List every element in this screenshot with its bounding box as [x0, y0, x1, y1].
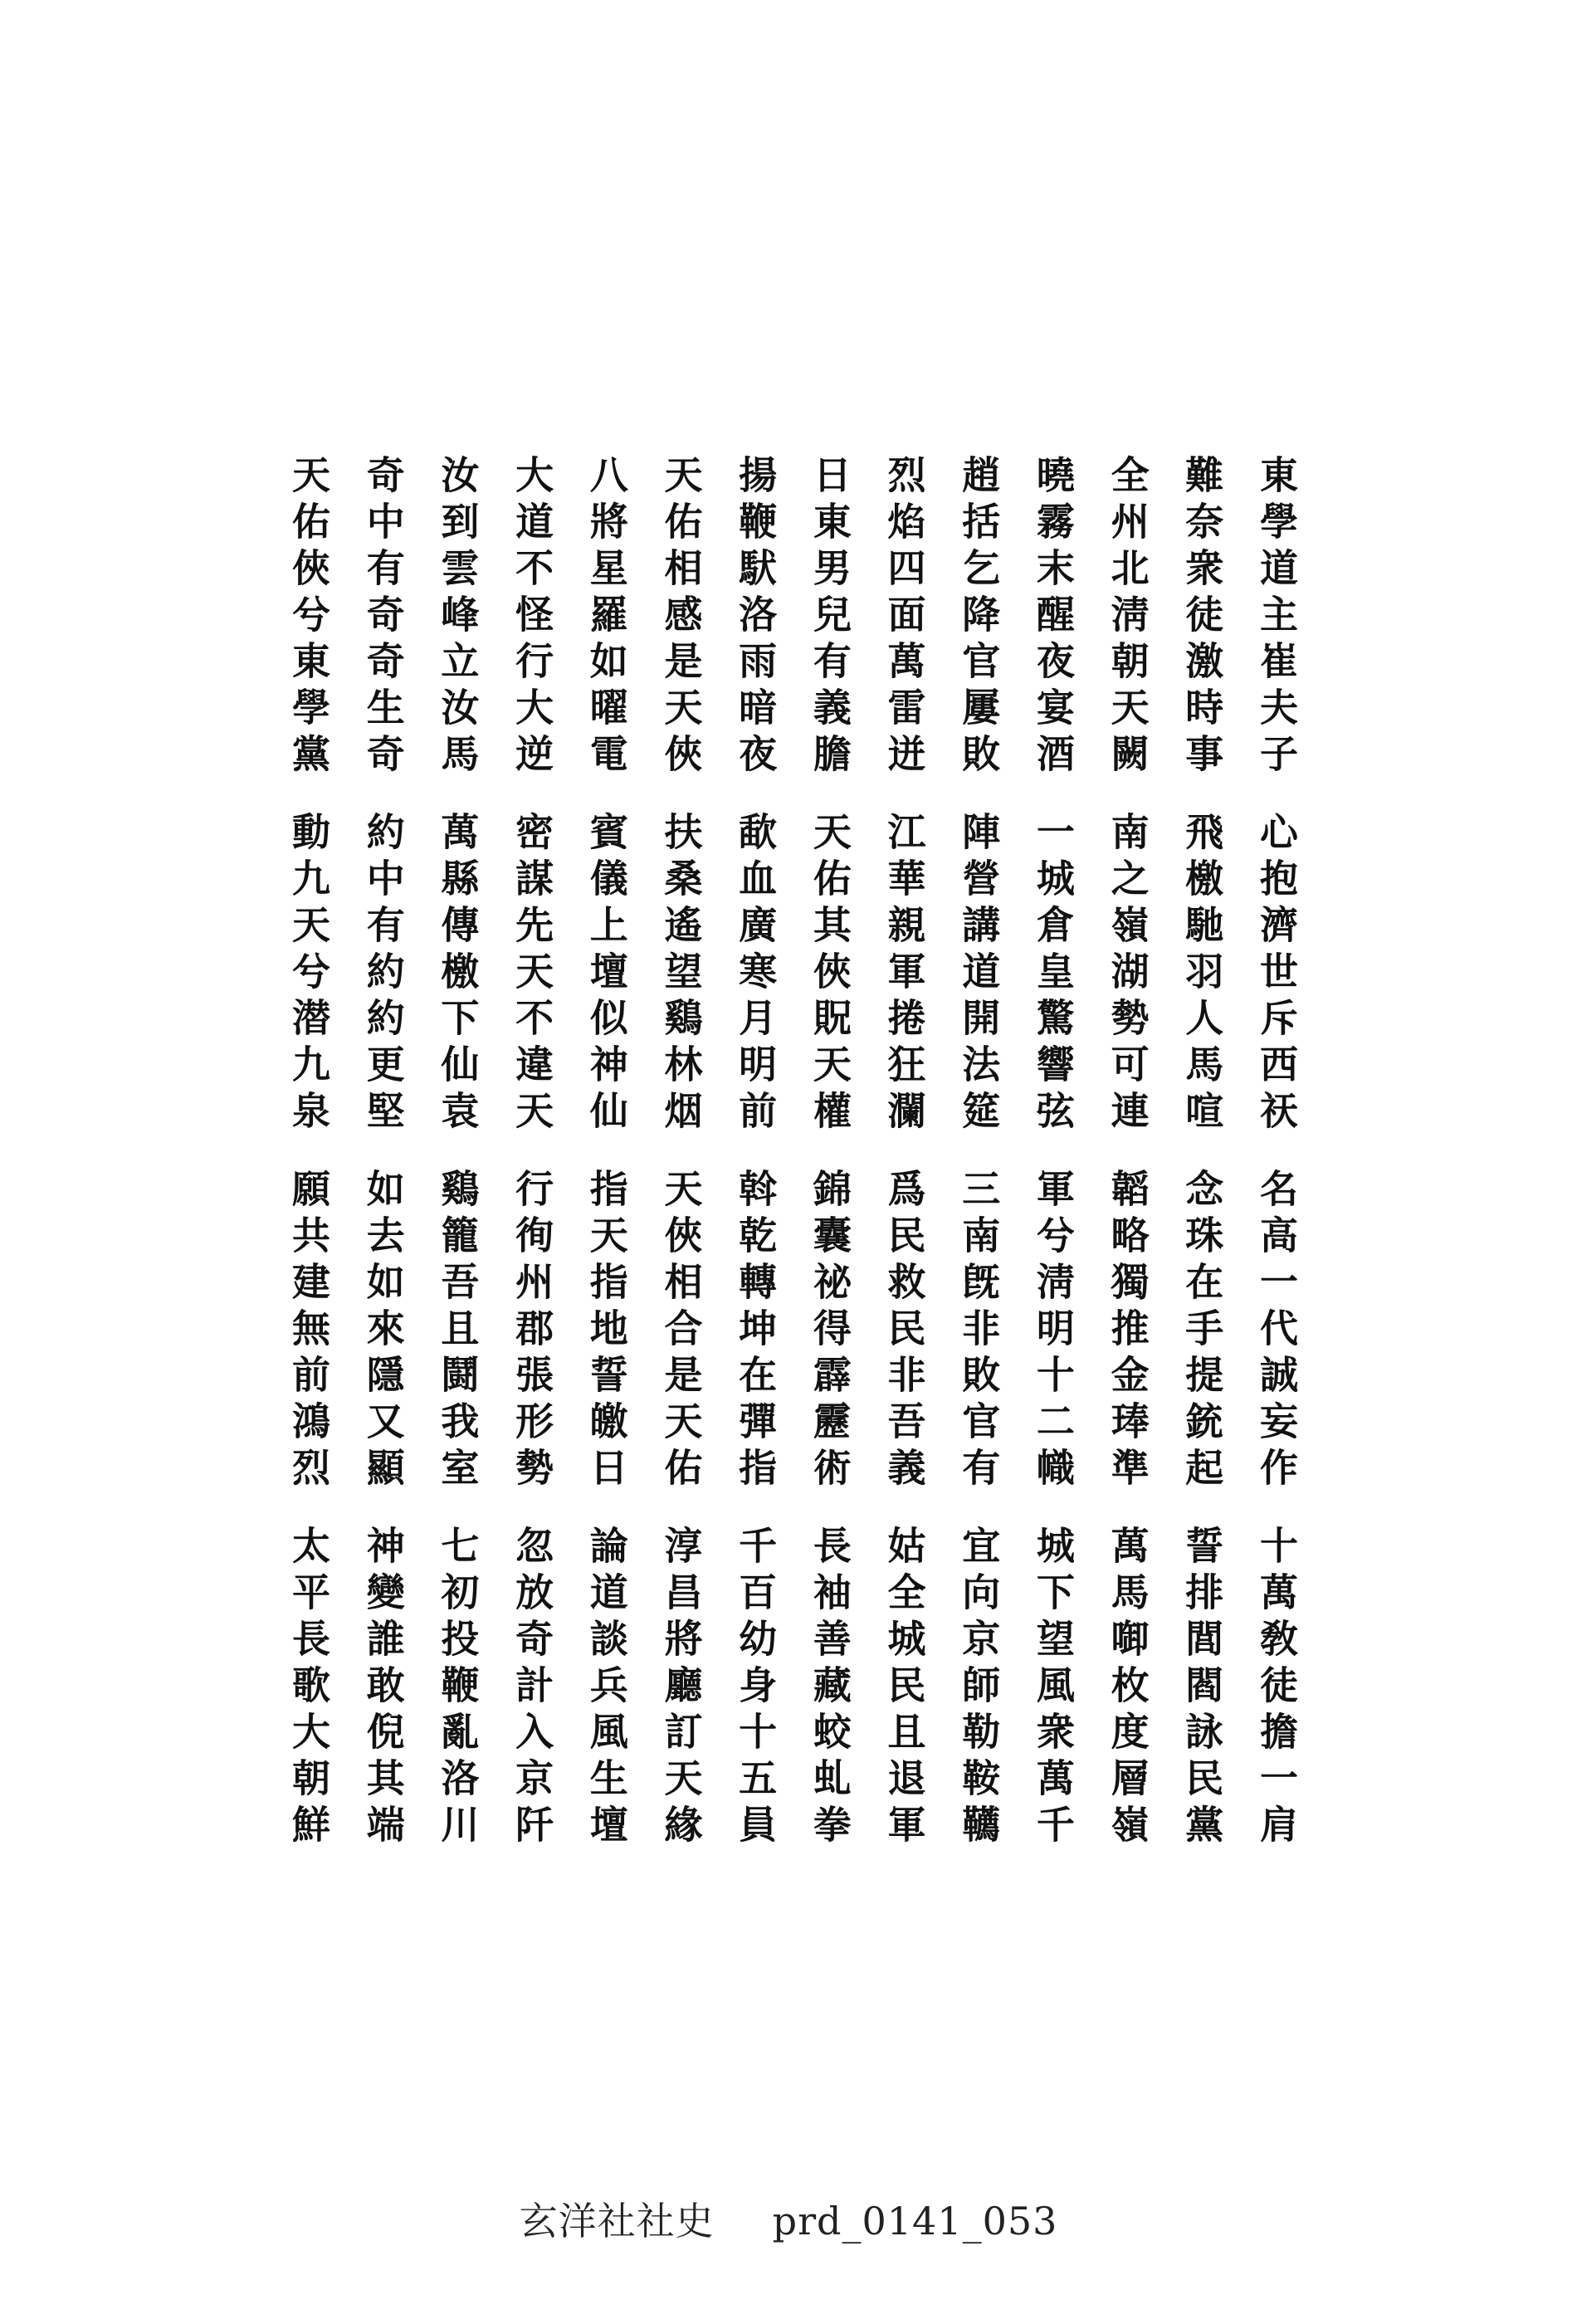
phrase-slot — [1250, 1169, 1303, 1526]
poem-column — [1101, 455, 1155, 1882]
phrase-slot — [1027, 812, 1080, 1169]
phrase-slot — [431, 1526, 484, 1882]
poem-phrase: 全州北淸朝天闕 — [1105, 455, 1150, 780]
poem-phrase: 八將星羅如曜電 — [583, 455, 629, 780]
poem-phrase: 萬縣傳檄下仙袁 — [435, 812, 481, 1137]
phrase-slot — [282, 812, 335, 1169]
phrase-slot — [282, 1169, 335, 1526]
phrase-slot — [729, 455, 782, 812]
poem-phrase: 密謀先天不違天 — [510, 812, 555, 1137]
poem-phrase: 揚鞭䭾洛雨暗夜 — [733, 455, 779, 780]
phrase-slot — [357, 1169, 410, 1526]
poem-phrase: 姑全城民且退軍 — [881, 1526, 927, 1851]
phrase-slot — [1027, 1169, 1080, 1526]
poem-phrase: 天佑相感是天俠 — [658, 455, 704, 780]
phrase-slot — [952, 1526, 1005, 1882]
phrase-slot — [1175, 455, 1228, 812]
phrase-slot — [357, 455, 410, 812]
phrase-slot — [803, 455, 857, 812]
poem-phrase: 軍兮淸明十二幟 — [1030, 1169, 1076, 1494]
phrase-slot — [505, 812, 559, 1169]
poem-phrase: 難奈衆徒激時事 — [1179, 455, 1225, 780]
poem-phrase: 江華親軍捲狂瀾 — [881, 812, 927, 1137]
phrase-slot — [1175, 1169, 1228, 1526]
poem-phrase: 汝到雲峰立汝馬 — [435, 455, 481, 780]
publisher-title: 玄洋社社史 — [519, 2199, 715, 2243]
phrase-slot — [580, 455, 633, 812]
phrase-slot — [654, 812, 707, 1169]
phrase-slot — [580, 1169, 633, 1526]
phrase-slot — [952, 812, 1005, 1169]
poem-column — [952, 455, 1005, 1882]
poem-phrase: 東學道主崔夫子 — [1253, 455, 1299, 780]
poem-phrase: 大道不怪行大逆 — [510, 455, 555, 780]
phrase-slot — [431, 1169, 484, 1526]
phrase-slot — [431, 812, 484, 1169]
phrase-slot — [1027, 1526, 1080, 1882]
phrase-slot — [1101, 812, 1155, 1169]
phrase-slot — [803, 1169, 857, 1526]
poem-phrase: 爲民救民非吾義 — [881, 1169, 927, 1494]
poem-body — [282, 455, 1303, 1882]
poem-phrase: 約中有約約更堅 — [360, 812, 406, 1137]
phrase-slot — [1250, 812, 1303, 1169]
poem-phrase: 天佑其俠貺天權 — [807, 812, 852, 1137]
poem-phrase: 如去如來隱又顯 — [360, 1169, 406, 1494]
phrase-slot — [1250, 455, 1303, 812]
poem-phrase: 韜略獨推金琫準 — [1105, 1169, 1150, 1494]
poem-phrase: 一城倉皇驚響弦 — [1030, 812, 1076, 1137]
phrase-slot — [952, 455, 1005, 812]
poem-phrase: 烈焰四面萬雷迸 — [881, 455, 927, 780]
poem-phrase: 忽放奇計入京阡 — [510, 1526, 555, 1851]
phrase-slot — [878, 455, 931, 812]
phrase-slot — [1101, 1169, 1155, 1526]
poem-column — [1175, 455, 1228, 1882]
page-code: prd_0141_053 — [772, 2199, 1058, 2243]
poem-phrase: 日東男兒有義膽 — [807, 455, 852, 780]
poem-phrase: 七初投鞭亂洛川 — [435, 1526, 481, 1851]
poem-phrase: 趙括乞降官屢敗 — [956, 455, 1002, 780]
poem-column — [1250, 455, 1303, 1882]
poem-phrase: 歃血廣寒月明前 — [733, 812, 779, 1137]
poem-phrase: 長袖善藏蛟虬拳 — [807, 1526, 852, 1851]
poem-phrase: 奇中有奇奇生奇 — [360, 455, 406, 780]
phrase-slot — [580, 1526, 633, 1882]
poem-phrase: 神變誰敢倪其端 — [360, 1526, 406, 1851]
poem-phrase: 天佑俠兮東學黨 — [286, 455, 331, 780]
phrase-slot — [729, 1526, 782, 1882]
poem-phrase: 南之嶺湖勢可連 — [1105, 812, 1150, 1137]
phrase-slot — [878, 1169, 931, 1526]
poem-phrase: 誓排閭閻詠民黨 — [1179, 1526, 1225, 1851]
poem-column — [729, 455, 782, 1882]
poem-phrase: 淳昌將廳訂天緣 — [658, 1526, 704, 1851]
phrase-slot — [431, 455, 484, 812]
poem-column — [1027, 455, 1080, 1882]
poem-phrase: 行徇州郡張形勢 — [510, 1169, 555, 1494]
phrase-slot — [878, 812, 931, 1169]
poem-phrase: 太平長歌大朝鮮 — [286, 1526, 331, 1851]
poem-phrase: 賓儀上壇似神仙 — [583, 812, 629, 1137]
phrase-slot — [357, 1526, 410, 1882]
poem-phrase: 論道談兵風生壇 — [583, 1526, 629, 1851]
phrase-slot — [654, 455, 707, 812]
phrase-slot — [878, 1526, 931, 1882]
phrase-slot — [803, 812, 857, 1169]
poem-phrase: 錦囊祕得霹靂術 — [807, 1169, 852, 1494]
poem-phrase: 扶桑遙望鷄林烟 — [658, 812, 704, 1137]
poem-column — [803, 455, 857, 1882]
page-footer — [0, 2191, 1577, 2246]
poem-phrase: 飛檄馳羽人馬喧 — [1179, 812, 1225, 1137]
poem-phrase: 宜向京師勒鞍韉 — [956, 1526, 1002, 1851]
poem-column — [431, 455, 484, 1882]
phrase-slot — [1027, 455, 1080, 812]
phrase-slot — [282, 1526, 335, 1882]
poem-column — [505, 455, 559, 1882]
phrase-slot — [1175, 1526, 1228, 1882]
phrase-slot — [654, 1526, 707, 1882]
phrase-slot — [729, 812, 782, 1169]
phrase-slot — [1101, 1526, 1155, 1882]
phrase-slot — [1101, 455, 1155, 812]
poem-phrase: 動九天兮潜九泉 — [286, 812, 331, 1137]
phrase-slot — [282, 455, 335, 812]
poem-phrase: 曉霧末醒夜宴酒 — [1030, 455, 1076, 780]
phrase-slot — [505, 1169, 559, 1526]
phrase-slot — [1250, 1526, 1303, 1882]
phrase-slot — [729, 1169, 782, 1526]
phrase-slot — [505, 455, 559, 812]
phrase-slot — [803, 1526, 857, 1882]
phrase-slot — [580, 812, 633, 1169]
poem-column — [878, 455, 931, 1882]
phrase-slot — [1175, 812, 1228, 1169]
poem-column — [357, 455, 410, 1882]
poem-column — [282, 455, 335, 1882]
phrase-slot — [952, 1169, 1005, 1526]
poem-phrase: 城下望風衆萬千 — [1030, 1526, 1076, 1851]
poem-phrase: 願共建無前鴻烈 — [286, 1169, 331, 1494]
phrase-slot — [505, 1526, 559, 1882]
poem-phrase: 斡乾轉坤在彈指 — [733, 1169, 779, 1494]
phrase-slot — [654, 1169, 707, 1526]
poem-phrase: 心抱濟世斥西祆 — [1253, 812, 1299, 1137]
poem-phrase: 指天指地誓皦日 — [583, 1169, 629, 1494]
poem-phrase: 三南旣非敗官有 — [956, 1169, 1002, 1494]
poem-phrase: 萬馬啣枚度層嶺 — [1105, 1526, 1150, 1851]
poem-phrase: 陣營講道開法筵 — [956, 812, 1002, 1137]
phrase-slot — [357, 812, 410, 1169]
poem-phrase: 天俠相合是天佑 — [658, 1169, 704, 1494]
poem-phrase: 千百幼身十五員 — [733, 1526, 779, 1851]
poem-phrase: 十萬敎徒擔一肩 — [1253, 1526, 1299, 1851]
poem-column — [654, 455, 707, 1882]
poem-phrase: 名高一代誠妄作 — [1253, 1169, 1299, 1494]
poem-column — [580, 455, 633, 1882]
poem-phrase: 鷄籠吾且鬪我室 — [435, 1169, 481, 1494]
poem-phrase: 念珠在手提銃起 — [1179, 1169, 1225, 1494]
